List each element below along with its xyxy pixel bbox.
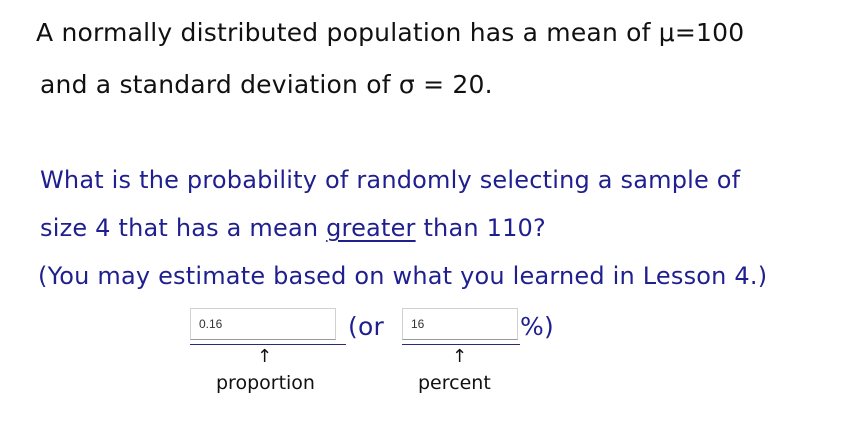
percent-underline [402,344,520,345]
question-line-2-after: than 110? [415,214,546,242]
question-line-2-before: size 4 that has a mean [40,214,327,242]
question-line-2 [40,214,546,242]
percent-suffix: %) [520,312,554,341]
proportion-input[interactable] [190,308,336,340]
sigma-value: σ = 20. [398,70,493,99]
intro-line-1-text: A normally distributed population has a mean of [36,18,659,47]
question-line-1: What is the probability of randomly selecting a sample of [40,166,741,194]
or-text: (or [348,312,384,341]
question-line-3: (You may estimate based on what you learned in Lesson 4.) [38,262,768,290]
greater-emphasis: greater [326,214,416,242]
intro-line-2 [40,70,493,99]
intro-line-2-text: and a standard deviation of [40,70,399,99]
percent-input[interactable] [402,308,518,340]
percent-caption: percent [418,372,491,394]
up-arrow-icon: ↑ [452,346,468,367]
mu-value: μ=100 [658,18,745,47]
intro-line-1 [36,18,744,47]
proportion-underline [190,344,346,345]
proportion-caption: proportion [216,372,315,394]
up-arrow-icon: ↑ [257,346,273,367]
